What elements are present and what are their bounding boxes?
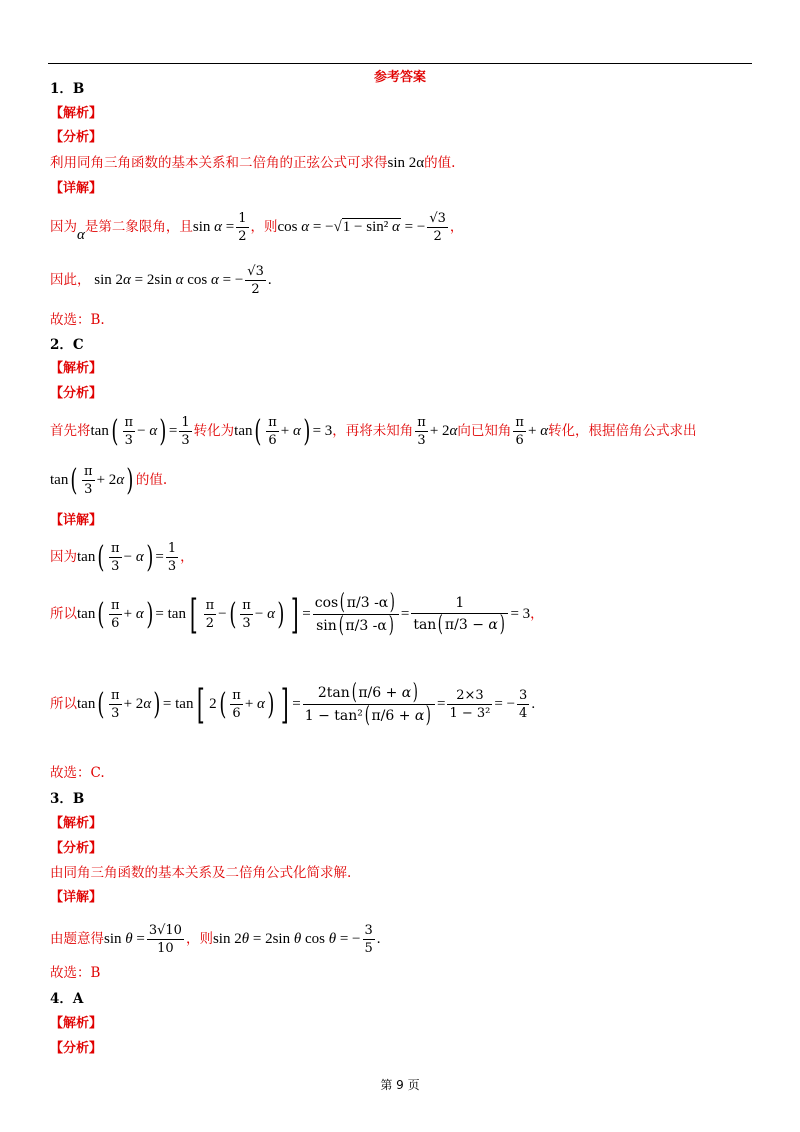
q2-fenxi-line2: tan( $\frac{\pi}{3}$ + 2α) 的值. [50,462,168,498]
q2-detail-line3: 所以tan( $\frac{\pi}{3}$ + 2α) = tan[ 2( $\frac{\pi}{6}$ + α) ] = $\frac{2\tan( \pi/6 + \alpha)}{\text{1 − tan²( π/6 + α)}}$ = $\frac{2\times 3}{\text{1 − 3²}}$ = − $\frac{3}{4}$ . [50,680,536,728]
q2-xiangjie-tag: 【详解】 [50,513,103,528]
q1-detail-line2: 因此， sin 2α = 2sin α cos α = − $\frac{√3}{2}$ . [50,264,272,297]
q3-choose: 故选：B [50,965,101,981]
q4-answer: 4．A [50,991,84,1007]
q3-fenxi-tag: 【分析】 [50,841,103,856]
q1-choose: 故选：B. [50,312,105,328]
q4-fenxi-tag: 【分析】 [50,1041,103,1056]
q2-detail-line2: 所以tan( $\frac{\pi}{6}$ + α) = tan[ $\frac{\pi}{2}$ −( $\frac{\pi}{3}$ − α) ] = $\frac{\cos( \pi/3 -\alpha)}{\sin( \pi/3 -\alpha)}$ = $\frac{1}{\tan( \pi/3 - \alpha)}$ = 3， [50,590,544,638]
q2-choose: 故选：C. [50,765,105,781]
q2-fenxi-line1: 首先将tan( $\frac{\pi}{3}$ − α) = $\frac{1}{3}$ 转化为tan( $\frac{\pi}{6}$ + α) = 3，再将未知角 $\frac{\pi}{3}$ + 2α向已知角 $\frac{\pi}{6}$ + α转化，根据倍角公式求出 [50,413,697,449]
q2-detail-line1: 因为tan( $\frac{\pi}{3}$ − α) = $\frac{1}{3}$ ， [50,539,194,575]
q2-answer: 2．C [50,337,84,353]
q3-answer: 3．B [50,791,85,807]
q1-xiangjie-tag: 【详解】 [50,181,103,196]
q2-fenxi-tag: 【分析】 [50,386,103,401]
q1-answer: 1．B [50,81,85,97]
q3-fenxi-text: 由同角三角函数的基本关系及二倍角公式化简求解. [50,865,352,881]
q3-detail-line: 由题意得sin θ = $\frac{3√10}{10}$ ，则sin 2θ = 2sin θ cos θ = − $\frac{3}{5}$ . [50,923,381,956]
q2-jiexi-tag: 【解析】 [50,361,103,376]
q1-jiexi-tag: 【解析】 [50,106,103,121]
header-rule [48,63,752,64]
q3-xiangjie-tag: 【详解】 [50,890,103,905]
page-number: 第 9 页 [380,1078,420,1092]
q4-jiexi-tag: 【解析】 [50,1016,103,1031]
q3-jiexi-tag: 【解析】 [50,816,103,831]
q1-fenxi-text: 利用同角三角函数的基本关系和二倍角的正弦公式可求得sin 2α的值. [50,155,456,171]
page-title: 参考答案 [373,70,426,85]
q1-fenxi-tag: 【分析】 [50,130,103,145]
q1-detail-line1: 因为α是第二象限角，且sin α = $\frac{1}{2}$ ，则cos α = −√1 − sin² α = − $\frac{√3}{2}$ ， [50,211,464,244]
